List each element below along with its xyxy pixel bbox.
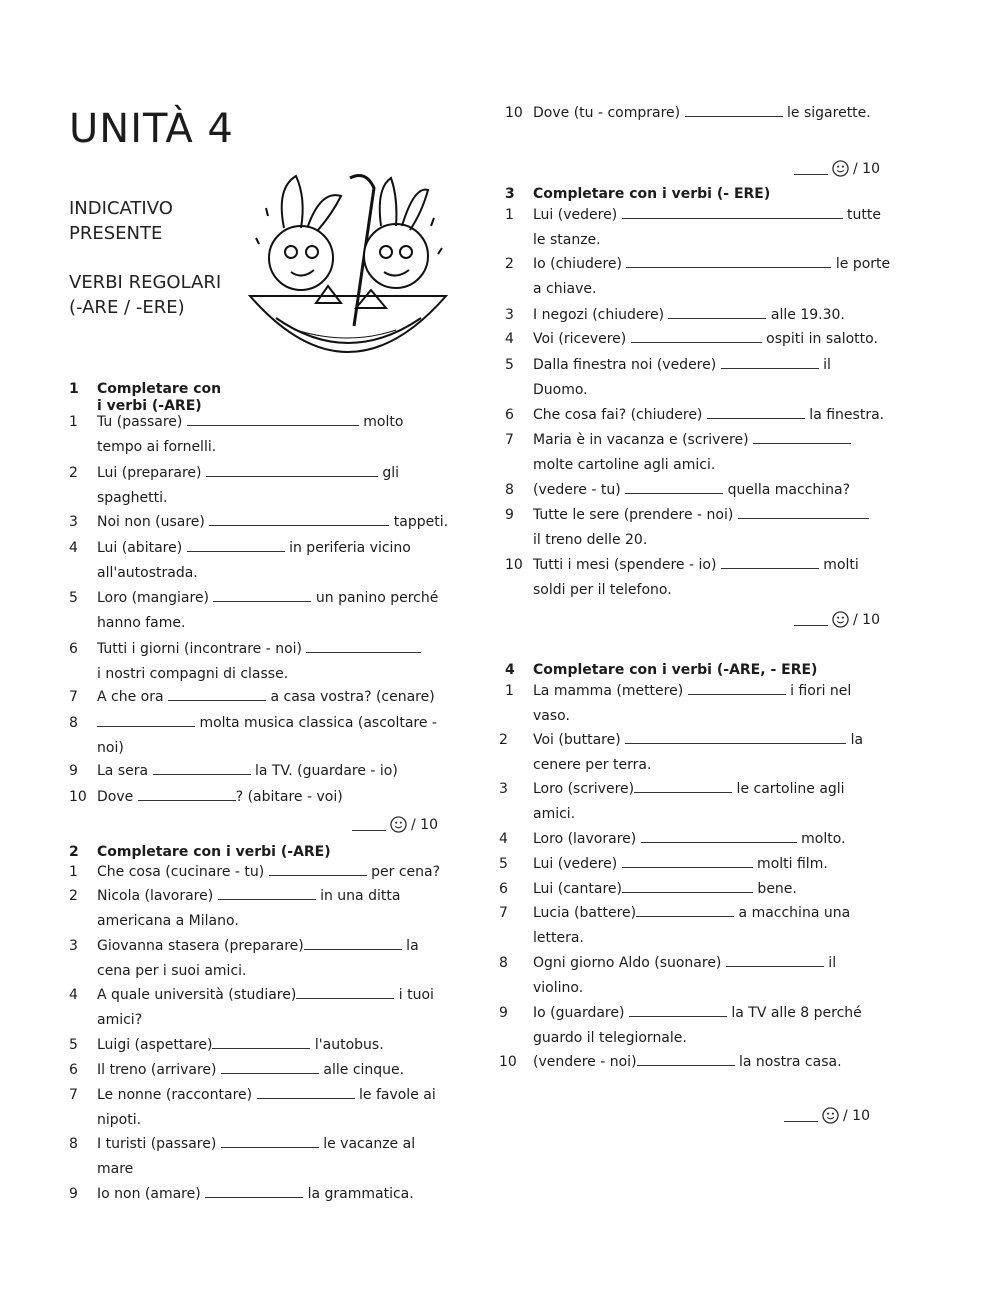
section-1-score <box>352 816 438 833</box>
answer-blank[interactable] <box>753 429 851 444</box>
exercise-item <box>505 478 925 503</box>
item-number: 4 <box>499 831 508 847</box>
item-text-line: Duomo. <box>533 382 588 398</box>
item-text-line: soldi per il telefono. <box>533 582 672 598</box>
item-text-line: i nostri compagni di classe. <box>97 666 289 682</box>
item-number: 10 <box>499 1054 517 1070</box>
item-number: 8 <box>505 482 514 498</box>
exercise-item <box>505 353 925 403</box>
item-text-line: Voi (ricevere) ospiti in salotto. <box>533 327 878 352</box>
item-text-line: Lui (abitare) in periferia vicino <box>97 536 411 561</box>
two-rabbits-in-umbrella-illustration <box>246 168 450 382</box>
item-text-line: all'autostrada. <box>97 565 198 581</box>
item-number: 4 <box>69 987 78 1003</box>
answer-blank[interactable] <box>625 479 723 494</box>
exercise-item <box>69 536 489 586</box>
score-total: / 10 <box>853 160 880 177</box>
exercise-item <box>499 728 919 778</box>
page-title: UNITÀ 4 <box>69 106 234 152</box>
exercise-item <box>69 934 489 984</box>
item-number: 5 <box>69 590 78 606</box>
item-number: 8 <box>69 715 78 731</box>
exercise-item <box>69 860 489 885</box>
score-blank[interactable] <box>794 613 828 626</box>
score-blank[interactable] <box>784 1109 818 1122</box>
answer-blank[interactable] <box>631 328 762 343</box>
item-text-line: Tu (passare) molto <box>97 410 403 435</box>
item-number: 5 <box>499 856 508 872</box>
item-number: 3 <box>505 307 514 323</box>
item-text-line: molta musica classica (ascoltare - <box>97 711 437 736</box>
item-text-line: amici. <box>533 806 576 822</box>
item-text-line: La sera la TV. (guardare - io) <box>97 759 398 784</box>
answer-blank[interactable] <box>209 511 389 526</box>
answer-blank[interactable] <box>688 680 786 695</box>
exercise-item <box>505 503 925 553</box>
exercise-item <box>69 785 489 810</box>
item-text-line: Nicola (lavorare) in una ditta <box>97 884 400 909</box>
section-title-line: Completare con i verbi (-ARE) <box>97 844 331 860</box>
answer-blank[interactable] <box>296 984 394 999</box>
exercise-item <box>499 1001 919 1051</box>
smiley-face-icon <box>390 816 407 833</box>
item-text-line: La mamma (mettere) i fiori nel <box>533 679 851 704</box>
answer-blank[interactable] <box>269 861 367 876</box>
item-number: 3 <box>69 938 78 954</box>
item-text-line: Io (chiudere) le porte <box>533 252 890 277</box>
answer-blank[interactable] <box>626 253 831 268</box>
answer-blank[interactable] <box>622 853 753 868</box>
subtopic-heading <box>69 270 221 320</box>
smiley-face-icon <box>832 611 849 628</box>
section-title-line: Completare con i verbi (- ERE) <box>533 186 771 202</box>
item-text-line: Che cosa (cucinare - tu) per cena? <box>97 860 440 885</box>
item-number: 9 <box>69 1186 78 1202</box>
exercise-item <box>505 303 925 328</box>
item-text-line: A che ora a casa vostra? (cenare) <box>97 685 435 710</box>
item-text-line: Lui (vedere) molti film. <box>533 852 828 877</box>
item-text-line: A quale università (studiare) i tuoi <box>97 983 434 1008</box>
exercise-item <box>505 101 925 126</box>
item-text-line: violino. <box>533 980 584 996</box>
exercise-item <box>505 403 925 428</box>
answer-blank[interactable] <box>212 1034 310 1049</box>
exercise-item <box>69 461 489 511</box>
exercise-item <box>69 1132 489 1182</box>
item-number: 6 <box>499 881 508 897</box>
item-text-line: Io non (amare) la grammatica. <box>97 1182 414 1207</box>
answer-blank[interactable] <box>721 554 819 569</box>
item-number: 8 <box>499 955 508 971</box>
section-title-line: i verbi (-ARE) <box>97 398 202 414</box>
exercise-item <box>499 852 919 877</box>
item-text-line: Le nonne (raccontare) le favole ai <box>97 1083 436 1108</box>
answer-blank[interactable] <box>306 638 421 653</box>
exercise-item <box>69 586 489 636</box>
answer-blank[interactable] <box>637 1051 735 1066</box>
answer-blank[interactable] <box>187 537 285 552</box>
smiley-face-icon <box>822 1107 839 1124</box>
item-text-line: hanno fame. <box>97 615 186 631</box>
answer-blank[interactable] <box>636 902 734 917</box>
answer-blank[interactable] <box>138 786 236 801</box>
item-text-line: Noi non (usare) tappeti. <box>97 510 448 535</box>
item-number: 2 <box>505 256 514 272</box>
item-text-line: Giovanna stasera (preparare) la <box>97 934 419 959</box>
item-text-line: noi) <box>97 740 124 756</box>
item-text-line: Ogni giorno Aldo (suonare) il <box>533 951 836 976</box>
item-text-line: Dove (tu - comprare) le sigarette. <box>533 101 871 126</box>
item-text-line: (vendere - noi) la nostra casa. <box>533 1050 842 1075</box>
item-text-line: Lui (preparare) gli <box>97 461 399 486</box>
answer-blank[interactable] <box>685 102 783 117</box>
exercise-item <box>69 759 489 784</box>
score-total: / 10 <box>843 1107 870 1124</box>
answer-blank[interactable] <box>97 712 195 727</box>
item-text-line: il treno delle 20. <box>533 532 648 548</box>
item-text-line: I turisti (passare) le vacanze al <box>97 1132 415 1157</box>
item-number: 7 <box>499 905 508 921</box>
answer-blank[interactable] <box>187 411 359 426</box>
exercise-item <box>499 877 919 902</box>
item-number: 8 <box>69 1136 78 1152</box>
exercise-item <box>69 410 489 460</box>
answer-blank[interactable] <box>257 1084 355 1099</box>
exercise-item <box>499 827 919 852</box>
answer-blank[interactable] <box>641 828 797 843</box>
item-number: 3 <box>69 514 78 530</box>
answer-blank[interactable] <box>304 935 402 950</box>
item-text-line: (vedere - tu) quella macchina? <box>533 478 850 503</box>
section-title-line: Completare con <box>97 381 222 397</box>
item-text-line: a chiave. <box>533 281 597 297</box>
item-text-line: spaghetti. <box>97 490 168 506</box>
item-text-line: nipoti. <box>97 1112 142 1128</box>
section-2-score <box>794 160 880 177</box>
answer-blank[interactable] <box>629 1002 727 1017</box>
item-number: 4 <box>505 331 514 347</box>
item-text-line: cena per i suoi amici. <box>97 963 247 979</box>
exercise-item <box>499 777 919 827</box>
item-number: 2 <box>69 465 78 481</box>
topic-heading <box>69 196 173 246</box>
exercise-item <box>69 884 489 934</box>
answer-blank[interactable] <box>738 504 869 519</box>
score-blank[interactable] <box>352 818 386 831</box>
item-text-line: lettera. <box>533 930 584 946</box>
item-text-line: mare <box>97 1161 134 1177</box>
subtopic-line-2: (-ARE / -ERE) <box>69 297 185 318</box>
item-number: 1 <box>505 683 514 699</box>
section-3-score <box>794 611 880 628</box>
answer-blank[interactable] <box>668 304 766 319</box>
item-number: 5 <box>69 1037 78 1053</box>
answer-blank[interactable] <box>153 760 251 775</box>
item-text-line: Dove ? (abitare - voi) <box>97 785 343 810</box>
item-text-line: Lui (cantare) bene. <box>533 877 797 902</box>
item-text-line: Loro (scrivere) le cartoline agli <box>533 777 845 802</box>
item-text-line: Che cosa fai? (chiudere) la finestra. <box>533 403 884 428</box>
item-text-line: Lui (vedere) tutte <box>533 203 881 228</box>
section-4-score <box>784 1107 870 1124</box>
item-number: 2 <box>69 888 78 904</box>
exercise-item <box>69 983 489 1033</box>
item-text-line: I negozi (chiudere) alle 19.30. <box>533 303 845 328</box>
answer-blank[interactable] <box>218 885 316 900</box>
exercise-item <box>499 951 919 1001</box>
exercise-item <box>505 679 925 729</box>
section-number: 1 <box>69 381 79 397</box>
exercise-item <box>69 1033 489 1058</box>
item-number: 9 <box>499 1005 508 1021</box>
item-text-line: Tutte le sere (prendere - noi) <box>533 503 869 528</box>
exercise-item <box>69 510 489 535</box>
exercise-item <box>505 553 925 603</box>
exercise-item <box>505 203 925 253</box>
item-number: 10 <box>69 789 87 805</box>
exercise-item <box>499 1050 919 1075</box>
item-number: 10 <box>505 105 523 121</box>
item-text-line: Loro (lavorare) molto. <box>533 827 846 852</box>
exercise-item <box>505 428 925 478</box>
exercise-item <box>505 327 925 352</box>
item-number: 3 <box>499 781 508 797</box>
answer-blank[interactable] <box>221 1059 319 1074</box>
exercise-item <box>69 711 489 761</box>
item-number: 1 <box>69 414 78 430</box>
section-number: 3 <box>505 186 515 202</box>
item-number: 6 <box>69 1062 78 1078</box>
exercise-item <box>69 1182 489 1207</box>
score-total: / 10 <box>411 816 438 833</box>
item-number: 2 <box>499 732 508 748</box>
smiley-face-icon <box>832 160 849 177</box>
answer-blank[interactable] <box>213 587 311 602</box>
topic-line-2: PRESENTE <box>69 223 163 244</box>
item-number: 4 <box>69 540 78 556</box>
item-text-line: americana a Milano. <box>97 913 239 929</box>
item-text-line: guardo il telegiornale. <box>533 1030 687 1046</box>
item-number: 1 <box>69 864 78 880</box>
answer-blank[interactable] <box>707 404 805 419</box>
exercise-item <box>505 252 925 302</box>
item-number: 7 <box>505 432 514 448</box>
section-number: 2 <box>69 844 79 860</box>
item-text-line: Il treno (arrivare) alle cinque. <box>97 1058 404 1083</box>
item-number: 6 <box>505 407 514 423</box>
answer-blank[interactable] <box>721 354 819 369</box>
item-number: 9 <box>505 507 514 523</box>
item-number: 1 <box>505 207 514 223</box>
item-text-line: Dalla finestra noi (vedere) il <box>533 353 831 378</box>
answer-blank[interactable] <box>726 952 824 967</box>
exercise-item <box>499 901 919 951</box>
exercise-item <box>69 637 489 687</box>
score-blank[interactable] <box>794 162 828 175</box>
item-number: 6 <box>69 641 78 657</box>
item-text-line: tempo ai fornelli. <box>97 439 217 455</box>
exercise-item <box>69 685 489 710</box>
answer-blank[interactable] <box>622 878 753 893</box>
item-text-line: vaso. <box>533 708 570 724</box>
answer-blank[interactable] <box>205 1183 303 1198</box>
item-number: 5 <box>505 357 514 373</box>
topic-line-1: INDICATIVO <box>69 198 173 219</box>
item-number: 7 <box>69 689 78 705</box>
item-number: 7 <box>69 1087 78 1103</box>
item-text-line: Tutti i giorni (incontrare - noi) <box>97 637 421 662</box>
item-text-line: Tutti i mesi (spendere - io) molti <box>533 553 859 578</box>
item-text-line: Lucia (battere) a macchina una <box>533 901 850 926</box>
score-total: / 10 <box>853 611 880 628</box>
answer-blank[interactable] <box>634 778 732 793</box>
item-text-line: cenere per terra. <box>533 757 652 773</box>
answer-blank[interactable] <box>221 1133 319 1148</box>
answer-blank[interactable] <box>625 729 846 744</box>
answer-blank[interactable] <box>622 204 843 219</box>
subtopic-line-1: VERBI REGOLARI <box>69 272 222 293</box>
item-text-line: Io (guardare) la TV alle 8 perché <box>533 1001 862 1026</box>
exercise-item <box>69 1083 489 1133</box>
answer-blank[interactable] <box>206 462 378 477</box>
item-number: 10 <box>505 557 523 573</box>
item-number: 9 <box>69 763 78 779</box>
section-number: 4 <box>505 662 515 678</box>
item-text-line: le stanze. <box>533 232 601 248</box>
item-text-line: Maria è in vacanza e (scrivere) <box>533 428 851 453</box>
item-text-line: Loro (mangiare) un panino perché <box>97 586 438 611</box>
item-text-line: Voi (buttare) la <box>533 728 863 753</box>
item-text-line: Luigi (aspettare) l'autobus. <box>97 1033 384 1058</box>
exercise-item <box>69 1058 489 1083</box>
item-text-line: amici? <box>97 1012 143 1028</box>
answer-blank[interactable] <box>168 686 266 701</box>
item-text-line: molte cartoline agli amici. <box>533 457 716 473</box>
section-title-line: Completare con i verbi (-ARE, - ERE) <box>533 662 818 678</box>
